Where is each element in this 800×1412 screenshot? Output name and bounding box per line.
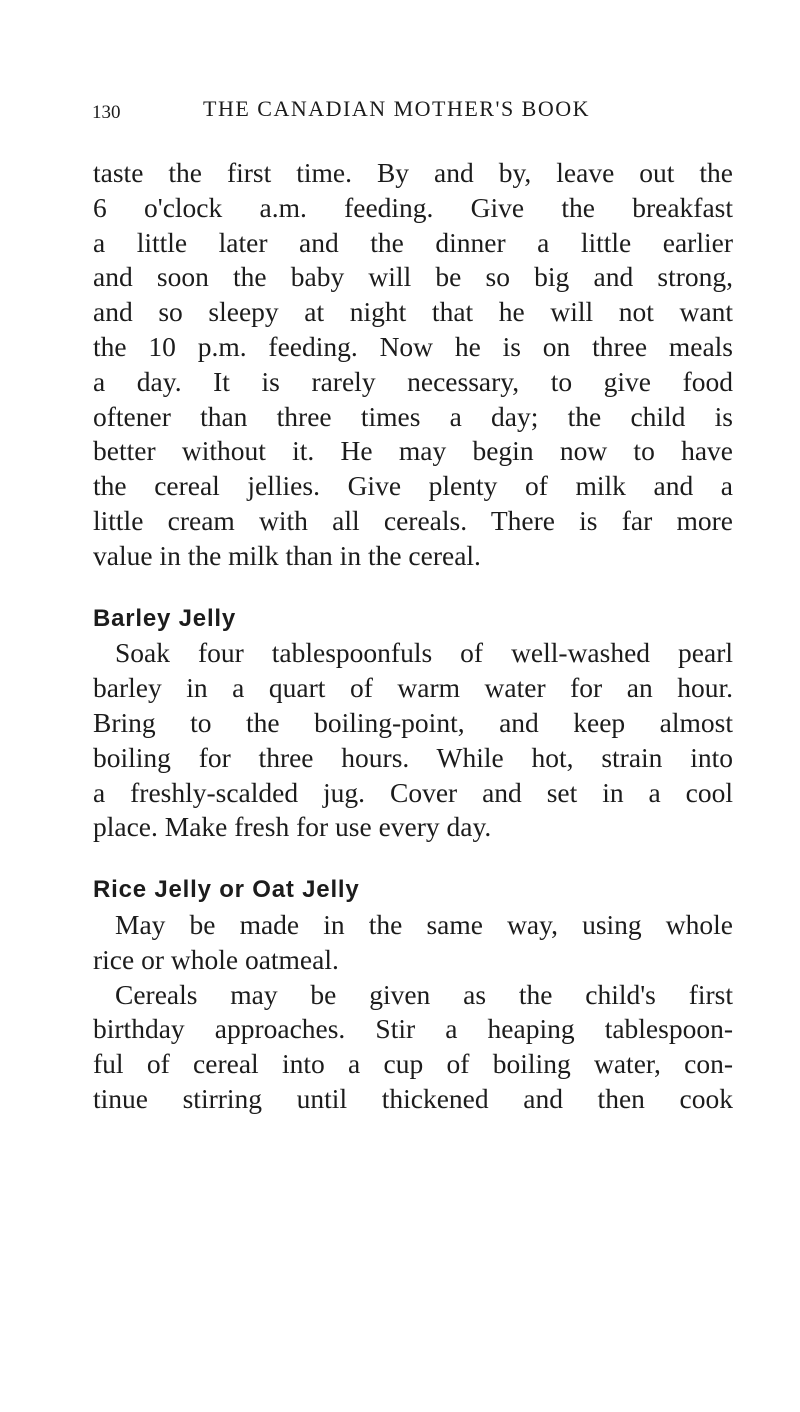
- section-heading: Rice Jelly or Oat Jelly: [93, 876, 360, 904]
- section-heading: Barley Jelly: [93, 604, 237, 632]
- text-line: better without it. He may begin now to have: [93, 435, 733, 467]
- running-head: [92, 96, 692, 136]
- text-line: tinue stirring until thickened and then cook: [93, 1082, 733, 1114]
- text-line: May be made in the same way, using whole: [115, 908, 733, 940]
- text-line: Cereals may be given as the child's first: [115, 978, 733, 1010]
- section-gap: [93, 845, 733, 873]
- text-line: the 10 p.m. feeding. Now he is on three meals: [93, 330, 733, 362]
- page-number: 130: [92, 102, 121, 123]
- text-line: rice or whole oatmeal.: [93, 943, 339, 975]
- text-line: boiling for three hours. While hot, strain into: [93, 741, 733, 773]
- text-line: birthday approaches. Stir a heaping tablespoon-: [93, 1013, 733, 1045]
- text-line: the cereal jellies. Give plenty of milk and a: [93, 470, 733, 502]
- paragraph-cereals: [93, 978, 733, 1117]
- section-rice-jelly: [93, 873, 733, 977]
- text-line: and so sleepy at night that he will not want: [93, 296, 733, 328]
- text-line: ful of cereal into a cup of boiling water, con-: [93, 1048, 733, 1080]
- text-line: Bring to the boiling-point, and keep almost: [93, 706, 733, 738]
- text-line: Soak four tablespoonfuls of well-washed pearl: [115, 637, 733, 669]
- text-line: place. Make fresh for use every day.: [93, 811, 492, 843]
- paragraph-intro: [93, 156, 733, 574]
- text-line: a freshly-scalded jug. Cover and set in a cool: [93, 776, 733, 808]
- text-line: oftener than three times a day; the child is: [93, 400, 733, 432]
- text-line: little cream with all cereals. There is far more: [93, 504, 733, 536]
- text-line: a little later and the dinner a little earlier: [93, 226, 733, 258]
- text-line: value in the milk than in the cereal.: [93, 539, 481, 571]
- body-text: [93, 156, 733, 1117]
- running-title: THE CANADIAN MOTHER'S BOOK: [203, 96, 591, 121]
- text-line: 6 o'clock a.m. feeding. Give the breakfast: [93, 191, 733, 223]
- text-line: a day. It is rarely necessary, to give food: [93, 365, 733, 397]
- section-barley-jelly: [93, 602, 733, 846]
- text-line: taste the first time. By and by, leave out the: [93, 157, 733, 188]
- section-gap: [93, 574, 733, 602]
- text-line: barley in a quart of warm water for an hour.: [93, 672, 733, 704]
- text-line: and soon the baby will be so big and strong,: [93, 261, 733, 293]
